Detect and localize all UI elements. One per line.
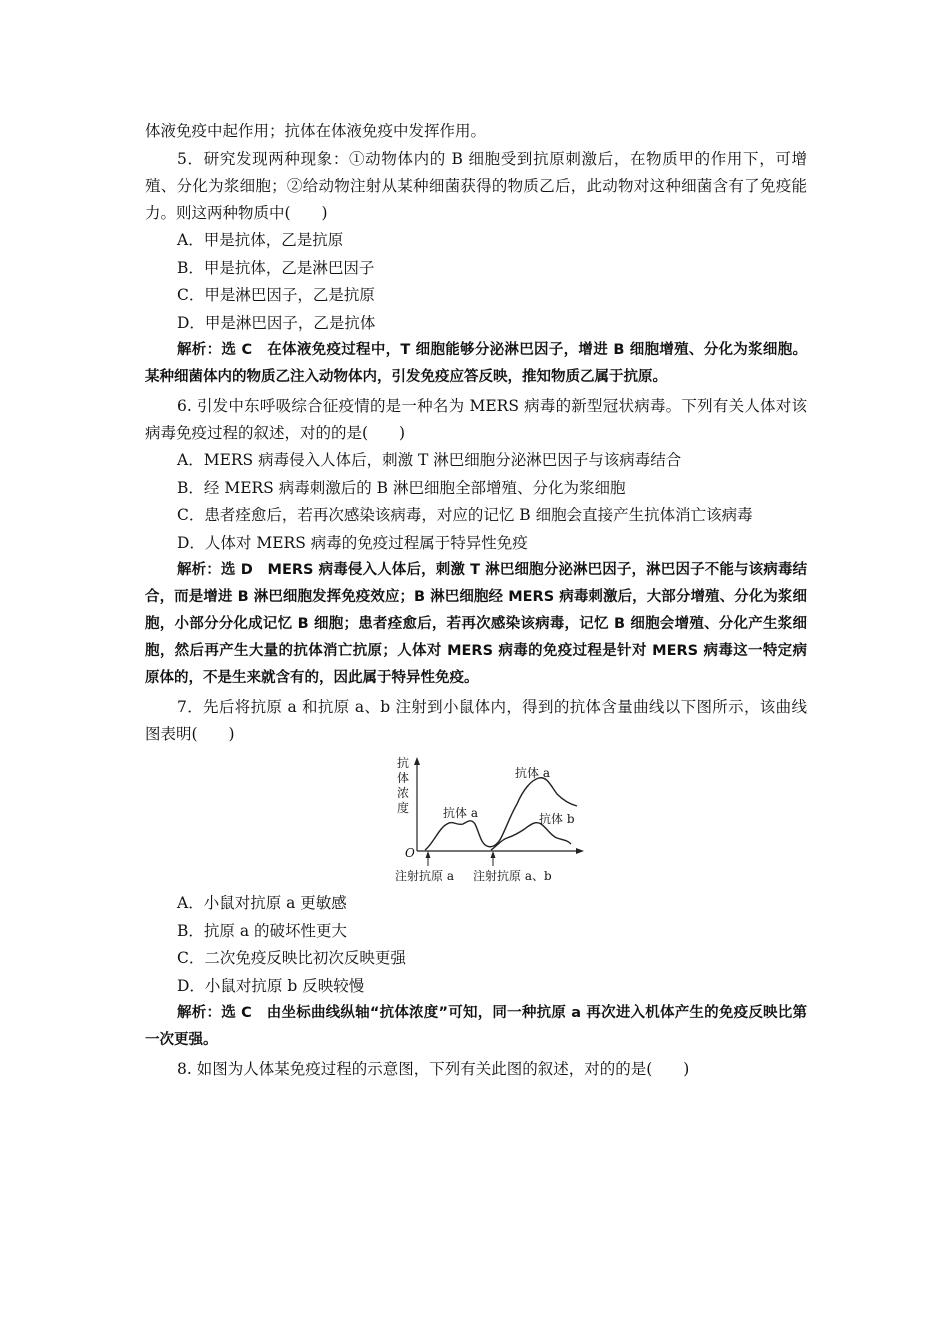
option-b: B．甲是抗体，乙是淋巴因子 xyxy=(177,258,375,277)
option-c: C．二次免疫反映比初次反映更强 xyxy=(177,949,406,967)
curve-a-label: 抗体 a xyxy=(443,806,478,820)
analysis-tag: 解析： xyxy=(177,342,222,358)
injection-arrowhead-2 xyxy=(491,851,496,858)
question-5 xyxy=(145,146,807,391)
analysis-text: 选 D MERS 病毒侵入人体后，刺激 T 淋巴细胞分泌淋巴因子，淋巴因子不能与该病毒结合，而是增进 B 淋巴细胞发挥免疫效应；B 淋巴细胞经 MERS 病毒刺激后，大部分增殖、分化为浆细胞，小部分分化成记忆 B 细胞；患者痊愈后，若再次感染该病毒，记忆 B 细胞会增殖、分化产生浆细胞，然后再产生大量的抗体消亡抗原；人体对 MERS 病毒的免疫过程是针对 MERS 病毒这一特定病原体的，不是生来就含有的，因此属于特异性免疫。 xyxy=(145,562,808,686)
question-stem: 5．研究发现两种现象：①动物体内的 B 细胞受到抗原刺激后，在物质甲的作用下，可增殖、分化为浆细胞；②给动物注射从某种细菌获得的物质乙后，此动物对这种细菌含有了免疫能力。则这两种物质中( ) xyxy=(145,150,807,222)
option-b: B．经 MERS 病毒刺激后的 B 淋巴细胞全部增殖、分化为浆细胞 xyxy=(177,478,626,497)
option-a: A．甲是抗体，乙是抗原 xyxy=(177,231,344,249)
analysis-tag: 解析： xyxy=(177,1005,222,1021)
option-a: A．MERS 病毒侵入人体后，刺激 T 淋巴细胞分泌淋巴因子与该病毒结合 xyxy=(177,451,682,469)
option-b: B．抗原 a 的破坏性更大 xyxy=(177,921,347,940)
curve-a2-label: 抗体 a xyxy=(515,766,550,780)
analysis xyxy=(145,557,807,692)
question-stem: 7．先后将抗原 a 和抗原 a、b 注射到小鼠体内，得到的抗体含量曲线以下图所示，该曲线图表明( ) xyxy=(145,698,807,743)
question-stem: 6. 引发中东呼吸综合征疫情的是一种名为 MERS 病毒的新型冠状病毒。下列有关人体对该病毒免疫过程的叙述，对的的是( ) xyxy=(145,397,807,442)
question-stem: 8. 如图为人体某免疫过程的示意图，下列有关此图的叙述，对的的是( ) xyxy=(177,1060,690,1078)
option-a: A．小鼠对抗原 a 更敏感 xyxy=(177,894,347,912)
question-7 xyxy=(145,694,807,1054)
y-axis-arrow xyxy=(414,757,420,765)
antibody-curve-figure xyxy=(387,754,607,884)
injection-arrowhead-1 xyxy=(426,851,431,858)
question-8 xyxy=(145,1056,807,1083)
analysis xyxy=(145,337,807,391)
analysis xyxy=(145,1000,807,1054)
option-d: D．人体对 MERS 病毒的免疫过程属于特异性免疫 xyxy=(177,533,528,552)
curve-b-label: 抗体 b xyxy=(539,812,575,826)
origin-label: O xyxy=(405,846,415,860)
analysis-tag: 解析： xyxy=(177,562,221,578)
x-axis-arrow xyxy=(576,848,584,854)
analysis-text: 选 C 由坐标曲线纵轴“抗体浓度”可知，同一种抗原 a 再次进入机体产生的免疫反映比第一次更强。 xyxy=(145,1005,808,1048)
y-axis-label: 抗体浓度 xyxy=(397,756,410,815)
analysis-text: 选 C 在体液免疫过程中，T 细胞能够分泌淋巴因子，增进 B 细胞增殖、分化为浆细胞。某种细菌体内的物质乙注入动物体内，引发免疫应答反映，推知物质乙属于抗原。 xyxy=(145,342,807,385)
option-c: C．甲是淋巴因子，乙是抗原 xyxy=(177,286,375,304)
x-label-injection-a: 注射抗原 a xyxy=(395,869,454,883)
option-d: D．甲是淋巴因子，乙是抗体 xyxy=(177,313,376,332)
option-c: C．患者痊愈后，若再次感染该病毒，对应的记忆 B 细胞会直接产生抗体消亡该病毒 xyxy=(177,506,753,524)
intro-line: 体液免疫中起作用；抗体在体液免疫中发挥作用。 xyxy=(145,122,487,140)
x-label-injection-ab: 注射抗原 a、b xyxy=(473,869,552,883)
question-6 xyxy=(145,393,807,692)
option-d: D．小鼠对抗原 b 反映较慢 xyxy=(177,976,365,995)
document-page xyxy=(145,118,807,1083)
